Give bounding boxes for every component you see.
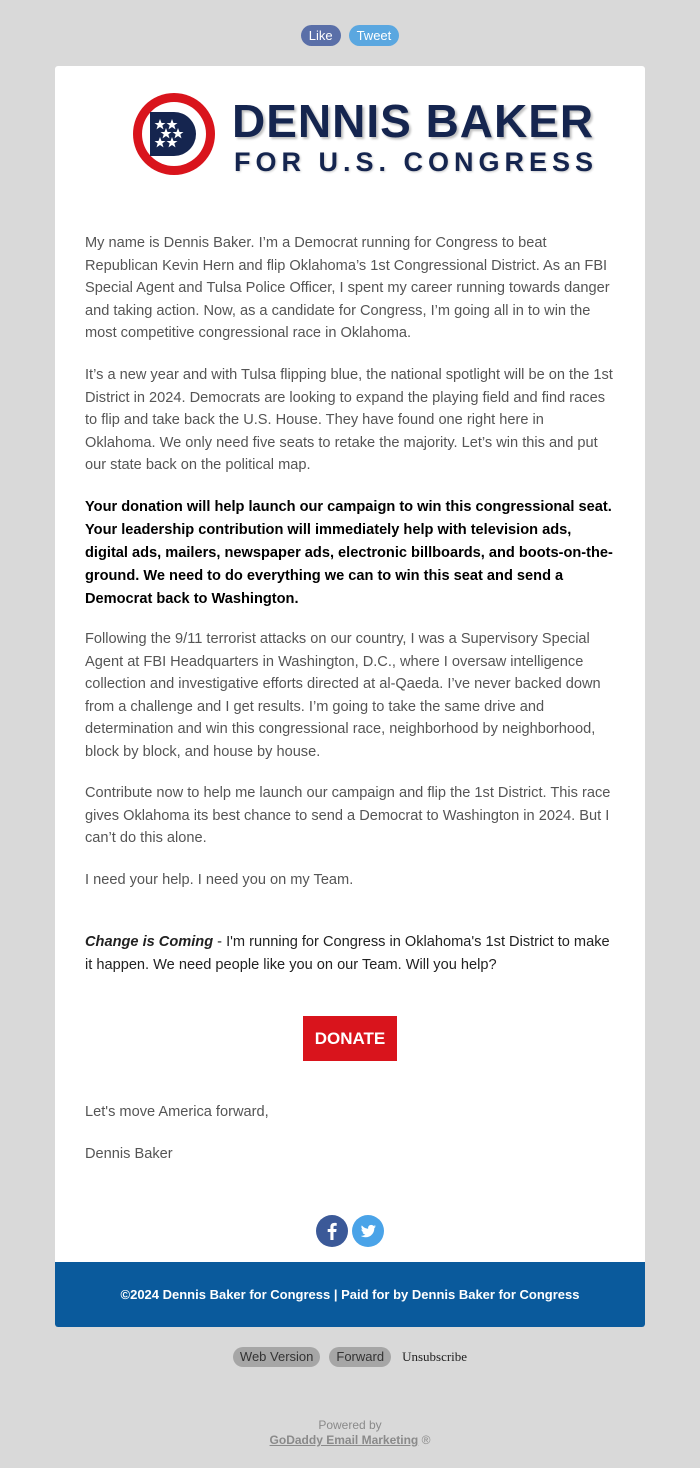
logo-name: DENNIS BAKER: [232, 95, 595, 147]
signature: Dennis Baker: [85, 1146, 173, 1162]
star-d-logo-icon: [132, 92, 216, 176]
background-paragraph: Following the 9/11 terrorist attacks on our country, I was a Supervisory Special Agent at FBI Headquarters in Washington, D.C., where I oversaw intelligence collection and investigative efforts directed at al-Qaeda. I’ve never backed down from a challenge and I get results. I’m going to take the same drive and determination and win this congressional race, neighborhood by neighborhood, block by block, and house by house.: [85, 631, 601, 760]
slogan-text: - I'm running for Congress in Oklahoma's 1st District to make it happen. We need people like you on our Team. Will you help?: [85, 934, 610, 973]
facebook-like-button[interactable]: Like: [301, 25, 341, 46]
twitter-link[interactable]: [352, 1215, 384, 1247]
forward-link[interactable]: Forward: [329, 1347, 391, 1367]
godaddy-link[interactable]: GoDaddy Email Marketing: [269, 1433, 419, 1447]
intro-paragraph: My name is Dennis Baker. I’m a Democrat running for Congress to beat Republican Kevin Hern and flip Oklahoma’s 1st Congressional District. As an FBI Special Agent and Tulsa Police Officer, I spent my career running towards danger and taking action. Now, as a candidate for Congress, I’m going all in to win the most competitive congressional race in Oklahoma.: [85, 235, 610, 341]
web-version-link[interactable]: Web Version: [233, 1347, 320, 1367]
email-card: [55, 66, 645, 1327]
facebook-link[interactable]: [316, 1215, 348, 1247]
registered-mark: ®: [418, 1433, 431, 1447]
slogan-emphasis: Change is Coming: [85, 934, 214, 950]
powered-by-label: Powered by: [318, 1418, 382, 1432]
spotlight-paragraph: It’s a new year and with Tulsa flipping blue, the national spotlight will be on the 1st District in 2024. Democrats are looking to expand the playing field and find races to flip and take back the U.S. House. They have found one right here in Oklahoma. We only need five seats to retake the majority. Let’s win this and put our state back on the political map.: [85, 367, 613, 473]
tweet-button[interactable]: Tweet: [349, 25, 400, 46]
facebook-icon: [316, 1215, 348, 1247]
help-paragraph: I need your help. I need you on my Team.: [85, 872, 354, 888]
share-bar: [0, 25, 700, 47]
unsubscribe-link[interactable]: Unsubscribe: [402, 1349, 468, 1364]
slogan-paragraph: [85, 931, 617, 976]
closing-line: Let's move America forward,: [85, 1104, 269, 1120]
donation-pitch-paragraph: Your donation will help launch our campaign to win this congressional seat. Your leadership contribution will immediately help with television ads, digital ads, mailers, newspaper ads, electronic billboards, and boots-on-the-ground. We need to do everything we can to win this seat and send a Democrat back to Washington.: [85, 499, 613, 607]
twitter-icon: [352, 1215, 384, 1247]
email-links: [0, 1347, 700, 1367]
footer-copyright: ©2024 Dennis Baker for Congress | Paid for by Dennis Baker for Congress: [120, 1287, 580, 1302]
footer-bar: [55, 1262, 645, 1327]
campaign-logo: [132, 92, 599, 178]
donate-button[interactable]: DONATE: [303, 1016, 397, 1061]
logo-tagline: FOR U.S. CONGRESS: [234, 147, 599, 177]
contribute-paragraph: Contribute now to help me launch our campaign and flip the 1st District. This race gives Oklahoma its best chance to send a Democrat to Washington in 2024. But I can’t do this alone.: [85, 785, 611, 846]
powered-by: [0, 1418, 700, 1448]
